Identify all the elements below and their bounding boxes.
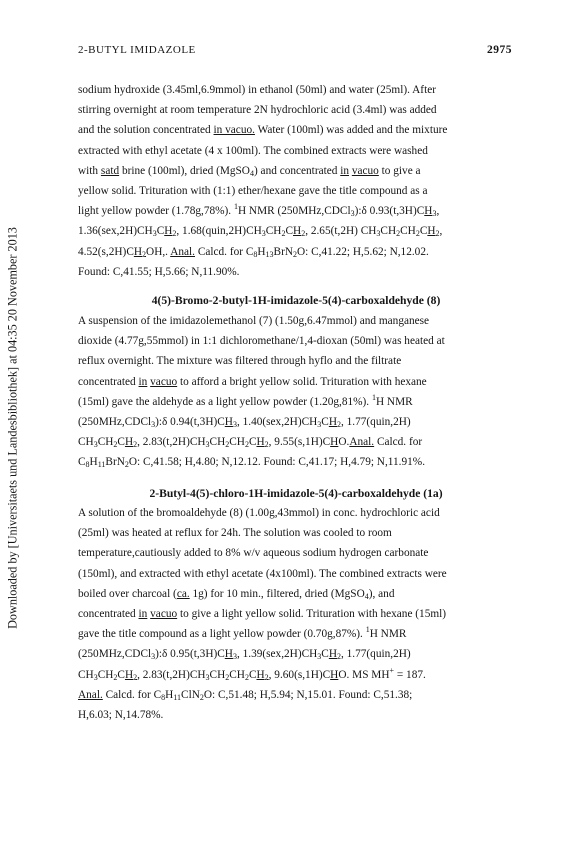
text-line: (150ml), and extracted with ethyl acetate (4x100ml). The combined extracts were [78, 567, 447, 580]
text-line: Anal. Calcd. for $C_8H_{11}ClN_2O$: C,51.48; H,5.94; N,15.01. Found: C,51.38; [78, 688, 413, 702]
text-line: Found: C,41.55; H,5.66; N,11.90%. [78, 265, 240, 278]
text-line: sodium hydroxide (3.45ml,6.9mmol) in ethanol (50ml) and water (25ml). After [78, 84, 436, 96]
section-heading: 4(5)-Bromo-2-butyl-1H-imidazole-5(4)-carboxaldehyde (8) [151, 294, 441, 307]
download-watermark-text: Downloaded by [Universitaets und Landesbibliothek] at 04:35 20 November 2013 [5, 227, 20, 629]
text-line: $CH_3CH_2CH_2$, $2.83(t,2H)CH_3CH_2CH_2CH_2$, 9.60(s,1H)CHO. MS MH+ = 187. [78, 665, 426, 682]
text-line: $C_8H_{11}BrN_2O$: C,41.58; H,4.80; N,12.12. Found: C,41.17; H,4.79; N,11.91%. [78, 456, 426, 470]
text-line: dioxide (4.77g,55mmol) in 1:1 dichloromethane/1,4-dioxan (50ml) was heated at [78, 335, 445, 348]
body-paragraph [78, 311, 514, 473]
text-line: and the solution concentrated in vacuo. Water (100ml) was added and the mixture [78, 124, 448, 137]
running-header [78, 44, 512, 60]
running-title: 2-BUTYL IMIDAZOLE [78, 44, 196, 56]
text-line: (25ml) was heated at reflux for 24h. The solution was cooled to room [78, 527, 392, 540]
text-line: (250MHz,CDCl$_3$):δ $0.94(t,3H)CH_3$, $1.40(sex,2H)CH_3CH_2$, 1.77(quin,2H) [78, 415, 411, 429]
text-line: (15ml) gave the aldehyde as a light yellow powder (1.20g,81%). $^1$H NMR [78, 392, 413, 408]
text-line: yellow solid. Trituration with (1:1) ether/hexane gave the title compound as a [78, 184, 428, 197]
text-line: H,6.03; N,14.78%. [78, 708, 164, 721]
section-heading: 2-Butyl-4(5)-chloro-1H-imidazole-5(4)-carboxaldehyde (1a) [149, 487, 443, 500]
text-line: extracted with ethyl acetate (4 x 100ml). The combined extracts were washed [78, 144, 428, 157]
text-line: temperature,cautiously added to 8% w/v aqueous sodium hydrogen carbonate [78, 547, 429, 560]
text-line: concentrated in vacuo to give a light yellow solid. Trituration with hexane (15ml) [78, 607, 447, 620]
download-watermark [2, 28, 24, 828]
text-line: $1.36(sex,2H)CH_3CH_2$, $1.68(quin,2H)CH_3CH_2CH_2$, 2.65(t,2H) $CH_3CH_2CH_2CH_2$, [78, 225, 443, 239]
body-paragraph [78, 80, 514, 282]
text-line: with satd brine (100ml), dried (MgSO$_4$) and concentrated in vacuo to give a [78, 164, 421, 178]
text-line: $4.52(s,2H)CH_2OH$,. Anal. Calcd. for $C_8H_{13}BrN_2O$: C,41.22; H,5.62; N,12.02. [78, 245, 429, 259]
text-line: concentrated in vacuo to afford a bright yellow solid. Trituration with hexane [78, 375, 427, 388]
text-line: A solution of the bromoaldehyde (8) (1.00g,43mmol) in conc. hydrochloric acid [78, 507, 440, 519]
text-line: A suspension of the imidazolemethanol (7) (1.50g,6.47mmol) and manganese [78, 315, 430, 327]
body-paragraph [78, 503, 514, 725]
text-line: reflux overnight. The mixture was filtered through hyflo and the filtrate [78, 355, 402, 368]
text-line: gave the title compound as a light yellow powder (0.70g,87%). $^1$H NMR [78, 625, 407, 641]
text-line: $CH_3CH_2CH_2$, $2.83(t,2H)CH_3CH_2CH_2CH_2$, 9.55(s,1H)CHO.Anal. Calcd. for [78, 436, 423, 450]
text-line: (250MHz,CDCl$_3$):δ $0.95(t,3H)CH_3$, $1.39(sex,2H)CH_3CH_2$, 1.77(quin,2H) [78, 648, 411, 662]
text-line: boiled over charcoal (ca. 1g) for 10 min., filtered, dried (MgSO$_4$), and [78, 587, 395, 601]
text-line: light yellow powder (1.78g,78%). $^1$H NMR (250MHz,CDCl$_3$):δ $0.93(t,3H)CH_3$, [78, 202, 440, 219]
text-line: stirring overnight at room temperature 2N hydrochloric acid (3.4ml) was added [78, 104, 437, 117]
page-number: 2975 [487, 44, 512, 56]
